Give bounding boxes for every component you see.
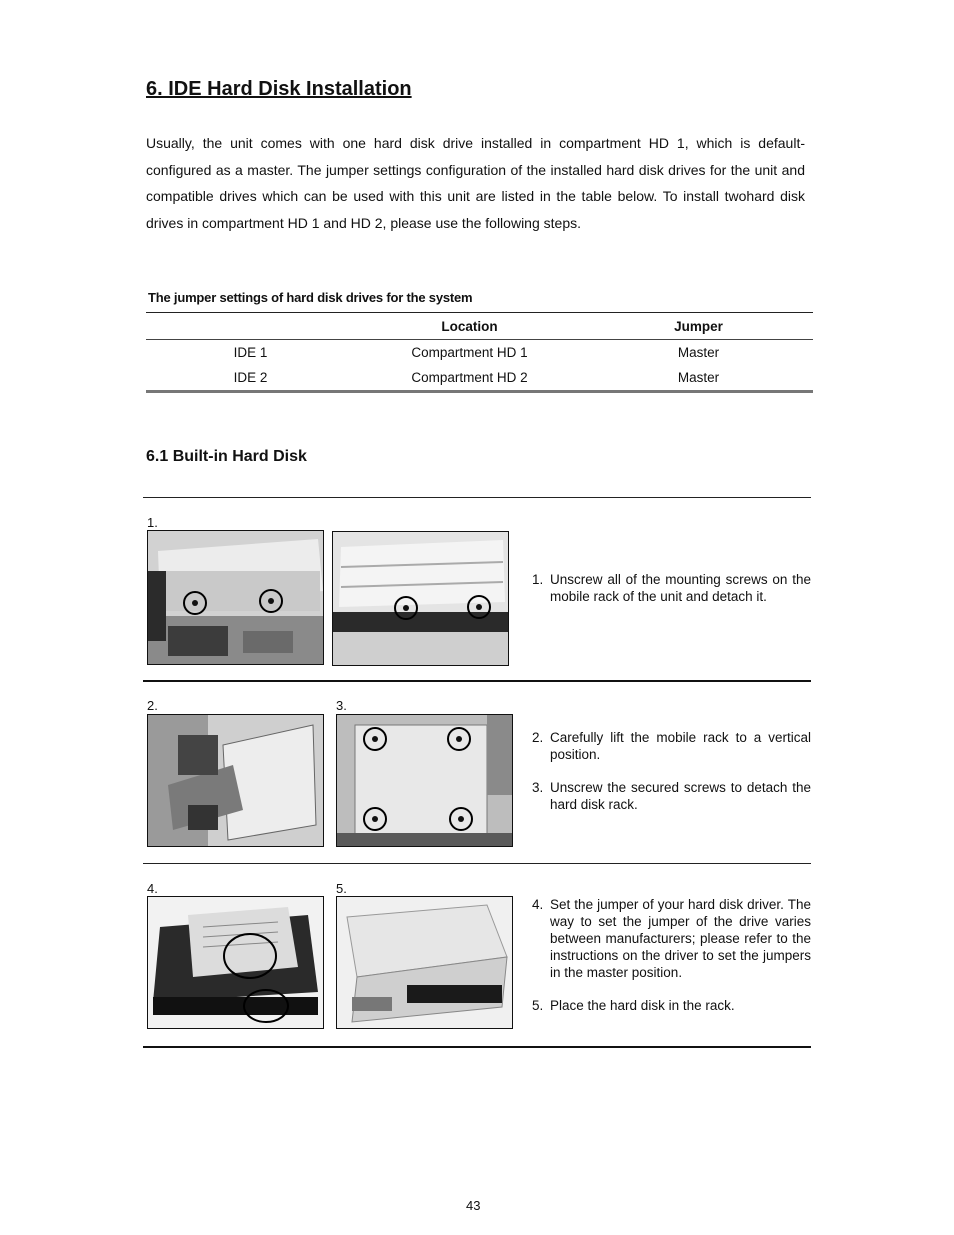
table-cell: Compartment HD 1 <box>411 345 528 360</box>
step-text: Unscrew the secured screws to detach the hard disk rack. <box>550 780 811 812</box>
table-header-cell <box>146 313 355 340</box>
divider <box>143 1046 811 1048</box>
table-cell: IDE 2 <box>233 370 268 385</box>
step-5 <box>532 997 811 1014</box>
photo-hard-disk-rack-screws <box>336 714 513 847</box>
step-3 <box>532 779 811 813</box>
photo-rack-screws <box>332 531 509 666</box>
step-text: Carefully lift the mobile rack to a vertical position. <box>550 730 811 762</box>
step-number: 2. <box>532 730 544 745</box>
photo-rack-vertical <box>147 714 324 847</box>
step-2 <box>532 729 811 763</box>
jumper-settings-table <box>146 312 813 393</box>
step-number: 5. <box>532 998 544 1013</box>
figure-number: 1. <box>147 515 158 530</box>
divider <box>143 497 811 498</box>
table-caption: The jumper settings of hard disk drives for the system <box>148 290 473 305</box>
section-heading: 6.1 Built-in Hard Disk <box>146 448 307 465</box>
figure-number: 2. <box>147 698 158 713</box>
photo-rack-front-screws <box>147 530 324 665</box>
page-number: 43 <box>466 1198 481 1213</box>
table-header-location: Location <box>441 318 498 334</box>
step-number: 4. <box>532 897 544 912</box>
step-text: Place the hard disk in the rack. <box>550 998 735 1013</box>
table-header-row <box>146 313 813 340</box>
step-1 <box>532 571 811 605</box>
page-title: 6. IDE Hard Disk Installation <box>146 78 412 100</box>
divider <box>143 863 811 864</box>
step-text: Set the jumper of your hard disk driver. The way to set the jumper of the drive varies between manufacturers; please refer to the instructions on the driver to set the jumpers in the master position. <box>550 897 811 980</box>
table-cell: Master <box>677 370 720 385</box>
table-row <box>146 340 813 366</box>
divider <box>143 680 811 682</box>
step-number: 3. <box>532 780 544 795</box>
intro-paragraph: Usually, the unit comes with one hard disk drive installed in compartment HD 1, which is default-configured as a master. The jumper settings configuration of the installed hard disk drives for the unit and compatible drives which can be used with this unit are listed in the table below. To install twohard disk drives in compartment HD 1 and HD 2, please use the following steps. <box>146 135 805 231</box>
table-cell: Compartment HD 2 <box>411 370 528 385</box>
table-cell: Master <box>677 345 720 360</box>
photo-hard-disk-in-rack <box>336 896 513 1029</box>
figure-number: 5. <box>336 881 347 896</box>
table-cell: IDE 1 <box>233 345 268 360</box>
table-row <box>146 365 813 392</box>
step-4 <box>532 896 811 981</box>
photo-hard-disk-jumper <box>147 896 324 1029</box>
step-number: 1. <box>532 572 544 587</box>
table-header-jumper: Jumper <box>674 318 723 334</box>
step-text: Unscrew all of the mounting screws on the mobile rack of the unit and detach it. <box>550 572 811 604</box>
figure-number: 4. <box>147 881 158 896</box>
figure-number: 3. <box>336 698 347 713</box>
